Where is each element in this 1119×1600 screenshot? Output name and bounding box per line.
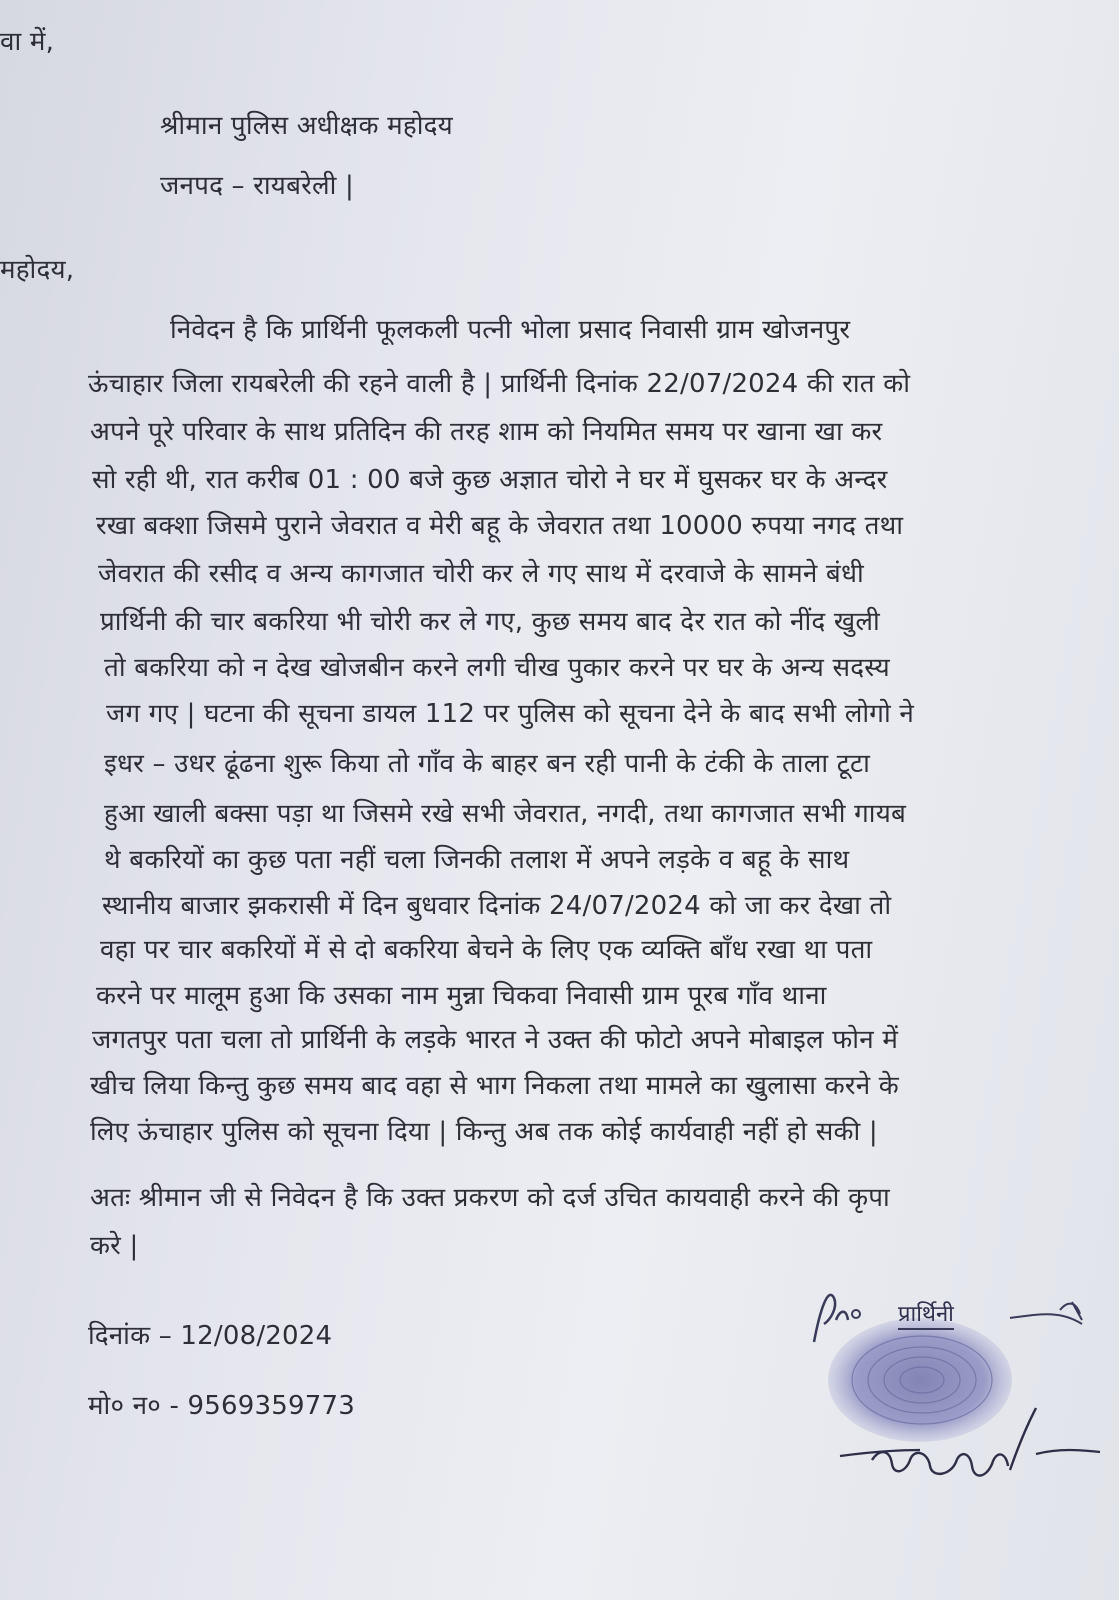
petitioner-label: प्रार्थिनी xyxy=(898,1298,954,1330)
body-line: इधर – उधर ढूंढना शुरू किया तो गाँव के बाहर बन रही पानी के टंकी के ताला टूटा xyxy=(104,749,871,779)
body-line: रखा बक्शा जिसमे पुराने जेवरात व मेरी बहू के जेवरात तथा 10000 रुपया नगद तथा xyxy=(96,511,904,541)
body-line: करने पर मालूम हुआ कि उसका नाम मुन्ना चिकवा निवासी ग्राम पूरब गाँव थाना xyxy=(96,981,827,1011)
body-line: खीच लिया किन्तु कुछ समय बाद वहा से भाग निकला तथा मामले का खुलासा करने के xyxy=(90,1071,899,1101)
body-line: सो रही थी, रात करीब 01 : 00 बजे कुछ अज्ञात चोरो ने घर में घुसकर घर के अन्दर xyxy=(92,465,888,495)
body-line: निवेदन है कि प्रार्थिनी फूलकली पत्नी भोला प्रसाद निवासी ग्राम खोजनपुर xyxy=(170,315,851,345)
body-line: अपने पूरे परिवार के साथ प्रतिदिन की तरह शाम को नियमित समय पर खाना खा कर xyxy=(90,417,883,447)
body-line: वहा पर चार बकरियों में से दो बकरिया बेचने के लिए एक व्यक्ति बाँध रखा था पता xyxy=(100,935,873,965)
addressee-district: जनपद – रायबरेली | xyxy=(160,171,354,201)
body-line: जग गए | घटना की सूचना डायल 112 पर पुलिस को सूचना देने के बाद सभी लोगो ने xyxy=(106,699,914,729)
closing-request-end: करे | xyxy=(90,1231,139,1261)
mobile-number: मो० न० - 9569359773 xyxy=(88,1391,355,1421)
body-line: तो बकरिया को न देख खोजबीन करने लगी चीख पुकार करने पर घर के अन्य सदस्य xyxy=(104,653,890,683)
greeting: महोदय, xyxy=(0,255,75,285)
body-line: जगतपुर पता चला तो प्रार्थिनी के लड़के भारत ने उक्त की फोटो अपने मोबाइल फोन में xyxy=(92,1025,899,1055)
body-line: लिए ऊंचाहार पुलिस को सूचना दिया | किन्तु अब तक कोई कार्यवाही नहीं हो सकी | xyxy=(90,1117,878,1147)
body-line: ऊंचाहार जिला रायबरेली की रहने वाली है | प्रार्थिनी दिनांक 22/07/2024 की रात को xyxy=(88,369,911,399)
body-line: थे बकरियों का कुछ पता नहीं चला जिनकी तलाश में अपने लड़के व बहू के साथ xyxy=(104,845,850,875)
body-line: जेवरात की रसीद व अन्य कागजात चोरी कर ले गए साथ में दरवाजे के सामने बंधी xyxy=(98,559,864,589)
closing-request: अतः श्रीमान जी से निवेदन है कि उक्त प्रकरण को दर्ज उचित कायवाही करने की कृपा xyxy=(90,1183,890,1213)
salutation-to: वा में, xyxy=(0,27,55,57)
addressee-title: श्रीमान पुलिस अधीक्षक महोदय xyxy=(160,111,453,141)
body-line: हुआ खाली बक्सा पड़ा था जिसमे रखे सभी जेवरात, नगदी, तथा कागजात सभी गायब xyxy=(104,799,907,829)
body-line: स्थानीय बाजार झकरासी में दिन बुधवार दिनांक 24/07/2024 को जा कर देखा तो xyxy=(102,891,892,921)
signature-block xyxy=(810,1280,1110,1520)
letter-date: दिनांक – 12/08/2024 xyxy=(88,1321,333,1351)
signature-drawing xyxy=(810,1280,1110,1520)
body-line: प्रार्थिनी की चार बकरिया भी चोरी कर ले गए, कुछ समय बाद देर रात को नींद खुली xyxy=(100,607,880,637)
